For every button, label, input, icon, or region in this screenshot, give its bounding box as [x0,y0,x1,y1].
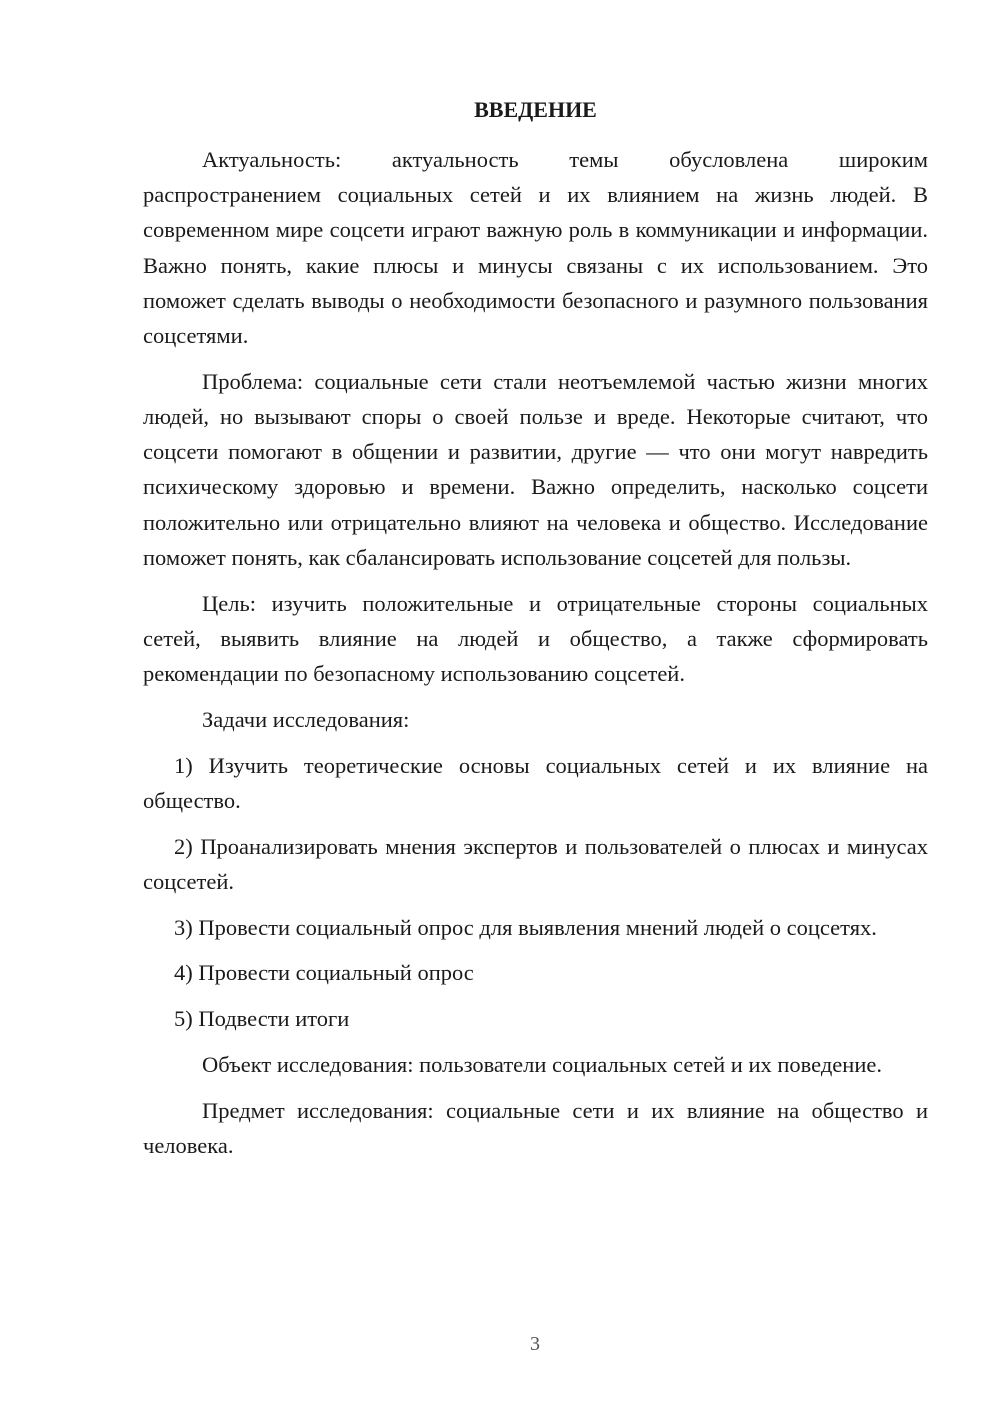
task-item-5: 5) Подвести итоги [174,1006,350,1032]
tasks-heading: Задачи исследования: [202,706,410,732]
paragraph-object: Объект исследования: пользователи социальных сетей и их поведение. [202,1052,882,1078]
task-item-1: 1) Изучить теоретические основы социальных сетей и их влияние на общество. [143,752,928,813]
task-item-3: 3) Провести социальный опрос для выявления мнений людей о соцсетях. [174,914,877,940]
paragraph-subject: Предмет исследования: социальные сети и их влияние на общество и человека. [143,1097,928,1159]
paragraph-relevance: Актуальность: актуальность темы обусловлена широким распространением социальных сетей и их влиянием на жизнь людей. В современном мире соцсети играют важную роль в коммуникации и информации. Важно понять, какие плюсы и минусы связаны с их использованием. Это поможет сделать выводы о необходимости безопасного и разумного пользования соцсетями. [143,147,928,349]
paragraph-problem: Проблема: социальные сети стали неотъемлемой частью жизни многих людей, но вызывают споры о своей пользе и вреде. Некоторые считают, что соцсети помогают в общении и развитии, другие — что они могут навредить психическому здоровью и времени. Важно определить, насколько соцсети положительно или отрицательно влияют на человека и общество. Исследование поможет понять, как сбалансировать использование соцсетей для пользы. [143,368,928,570]
page-title: ВВЕДЕНИЕ [474,97,597,122]
task-item-4: 4) Провести социальный опрос [174,960,474,986]
page-number: 3 [530,1333,540,1355]
document-page [143,92,928,1174]
task-item-2: 2) Проанализировать мнения экспертов и пользователей о плюсах и минусах соцсетей. [143,833,928,894]
paragraph-goal: Цель: изучить положительные и отрицательные стороны социальных сетей, выявить влияние на людей и общество, а также сформировать рекомендации по безопасному использованию соцсетей. [143,590,928,687]
